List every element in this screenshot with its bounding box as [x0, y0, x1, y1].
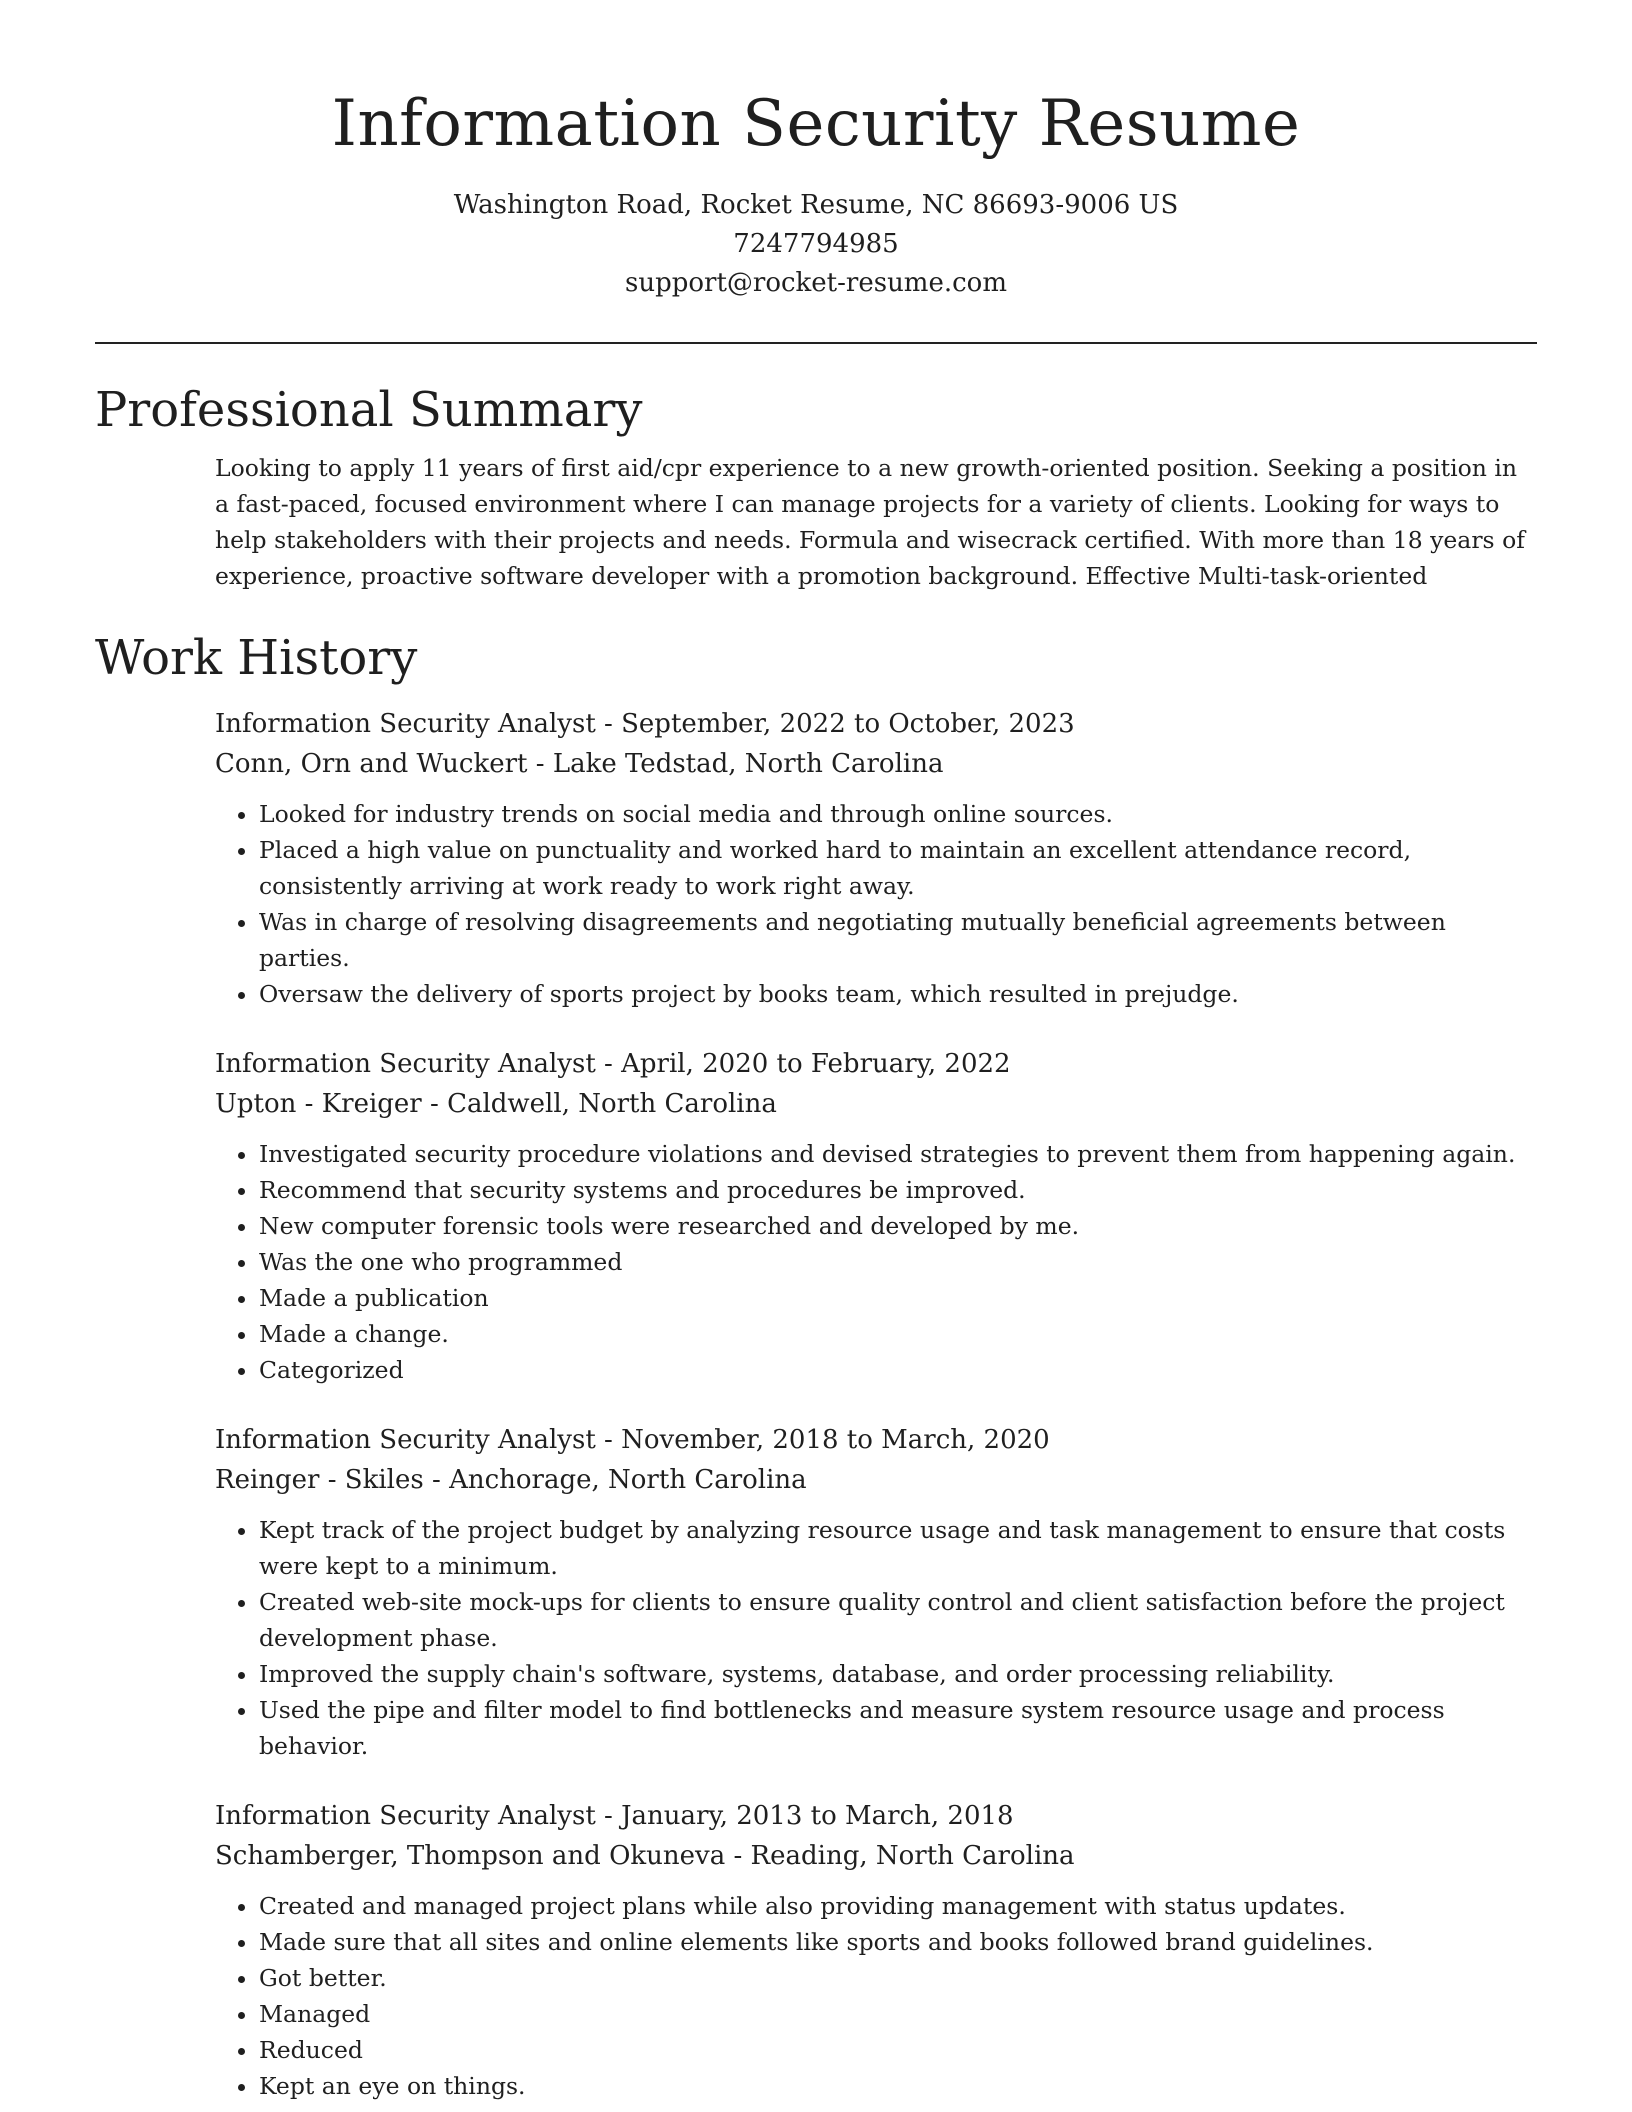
duty-item: • Recommend that security systems and procedures be improved.: [259, 1172, 1537, 1208]
job-company-line: Schamberger, Thompson and Okuneva - Reading, North Carolina: [215, 1841, 1075, 1871]
job-title-line: Information Security Analyst - January, 2013 to March, 2018: [215, 1801, 1014, 1831]
resume-header: [0, 0, 1632, 303]
job-company: Upton - Kreiger: [215, 1089, 422, 1119]
job-entry: [215, 1796, 1537, 2104]
job-dates: September, 2022 to October, 2023: [621, 709, 1075, 739]
duty-item: • Created and managed project plans while also providing management with status updates.: [259, 1888, 1537, 1924]
job-entry: [215, 1420, 1537, 1764]
work-history-heading: Work History: [95, 630, 418, 686]
job-dates: January, 2013 to March, 2018: [621, 1801, 1014, 1831]
duty-item: • Made a change.: [259, 1316, 1537, 1352]
job-role: Information Security Analyst: [215, 709, 596, 739]
job-company: Reinger - Skiles: [215, 1465, 424, 1495]
duty-item: • Oversaw the delivery of sports project by books team, which resulted in prejudge.: [259, 976, 1537, 1012]
duty-item: • Managed: [259, 1996, 1537, 2032]
duty-item: • Made sure that all sites and online elements like sports and books followed brand guidelines.: [259, 1924, 1537, 1960]
job-duties: [215, 1136, 1537, 1388]
job-duties: [215, 796, 1537, 1012]
duty-item: • Was in charge of resolving disagreements and negotiating mutually beneficial agreements between parties.: [259, 904, 1537, 976]
job-entry: [215, 704, 1537, 1012]
job-location: Reading, North Carolina: [750, 1841, 1075, 1871]
job-company-line: Reinger - Skiles - Anchorage, North Carolina: [215, 1465, 807, 1495]
header-divider: [95, 342, 1537, 344]
duty-item: • Investigated security procedure violations and devised strategies to prevent them from happening again.: [259, 1136, 1537, 1172]
duty-item: • Got better.: [259, 1960, 1537, 1996]
duty-item: • Made a publication: [259, 1280, 1537, 1316]
duty-item: • Created web-site mock-ups for clients to ensure quality control and client satisfaction before the project development phase.: [259, 1584, 1537, 1656]
job-location: Anchorage, North Carolina: [449, 1465, 807, 1495]
job-title-line: Information Security Analyst - November, 2018 to March, 2020: [215, 1425, 1050, 1455]
duty-item: • Kept an eye on things.: [259, 2068, 1537, 2104]
job-location: Lake Tedstad, North Carolina: [552, 749, 944, 779]
job-role: Information Security Analyst: [215, 1425, 596, 1455]
job-title-line: Information Security Analyst - September, 2022 to October, 2023: [215, 709, 1075, 739]
job-location: Caldwell, North Carolina: [447, 1089, 777, 1119]
summary-heading: Professional Summary: [95, 382, 643, 438]
duty-item: • Looked for industry trends on social media and through online sources.: [259, 796, 1537, 832]
duty-item: • Improved the supply chain's software, systems, database, and order processing reliability.: [259, 1656, 1537, 1692]
job-role: Information Security Analyst: [215, 1049, 596, 1079]
job-company-line: Conn, Orn and Wuckert - Lake Tedstad, North Carolina: [215, 749, 944, 779]
duty-item: • New computer forensic tools were researched and developed by me.: [259, 1208, 1537, 1244]
contact-block: [0, 186, 1632, 303]
job-title-line: Information Security Analyst - April, 2020 to February, 2022: [215, 1049, 1011, 1079]
job-duties: [215, 1512, 1537, 1764]
job-company-line: Upton - Kreiger - Caldwell, North Carolina: [215, 1089, 777, 1119]
job-company: Conn, Orn and Wuckert: [215, 749, 528, 779]
duty-item: • Kept track of the project budget by analyzing resource usage and task management to ensure that costs were kept to a minimum.: [259, 1512, 1537, 1584]
resume-title: Information Security Resume: [331, 87, 1301, 161]
phone: 7247794985: [733, 229, 899, 259]
job-entry: [215, 1044, 1537, 1388]
summary-section: [95, 380, 1537, 594]
address: Washington Road, Rocket Resume, NC 86693-9006 US: [453, 190, 1179, 220]
summary-text: Looking to apply 11 years of first aid/cpr experience to a new growth-oriented position. Seeking a position in a fast-paced, focused environment where I can manage projects for a variety of clients. Looking for ways to help stakeholders with their projects and needs. Formula and wisecrack certified. With more than 18 years of experience, proactive software developer with a promotion background. Effective Multi-task-oriented: [215, 454, 1525, 590]
job-duties: [215, 1888, 1537, 2104]
job-dates: November, 2018 to March, 2020: [621, 1425, 1050, 1455]
duty-item: • Reduced: [259, 2032, 1537, 2068]
job-company: Schamberger, Thompson and Okuneva: [215, 1841, 726, 1871]
duty-item: • Was the one who programmed: [259, 1244, 1537, 1280]
duty-item: • Placed a high value on punctuality and worked hard to maintain an excellent attendance record, consistently arriving at work ready to work right away.: [259, 832, 1537, 904]
duty-item: • Used the pipe and filter model to find bottlenecks and measure system resource usage and process behavior.: [259, 1692, 1537, 1764]
job-role: Information Security Analyst: [215, 1801, 596, 1831]
work-history-section: [95, 628, 1537, 2104]
email: support@rocket-resume.com: [624, 268, 1007, 298]
job-dates: April, 2020 to February, 2022: [621, 1049, 1011, 1079]
duty-item: • Categorized: [259, 1352, 1537, 1388]
